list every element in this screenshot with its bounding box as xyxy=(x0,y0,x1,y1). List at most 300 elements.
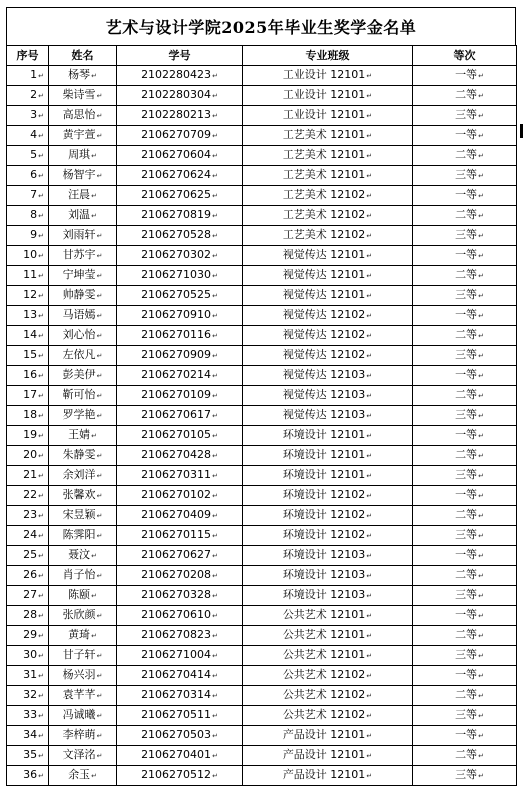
student-id-text: 2106270910 xyxy=(141,308,212,321)
paragraph-mark-icon: ↵ xyxy=(212,372,218,380)
student-id-text: 2106270503 xyxy=(141,728,212,741)
paragraph-mark-icon: ↵ xyxy=(38,372,44,380)
row-index-text: 23 xyxy=(23,508,38,521)
table-row xyxy=(7,426,517,446)
paragraph-mark-icon: ↵ xyxy=(91,432,97,440)
student-name xyxy=(49,446,117,466)
student-name-text: 罗学艳 xyxy=(62,408,96,421)
student-id xyxy=(117,246,243,266)
row-index-text: 11 xyxy=(23,268,38,281)
paragraph-mark-icon: ↵ xyxy=(96,172,103,180)
class-name xyxy=(243,286,413,306)
paragraph-mark-icon: ↵ xyxy=(38,112,44,120)
student-id xyxy=(117,486,243,506)
award-level xyxy=(413,146,517,166)
table-row xyxy=(7,386,517,406)
row-index xyxy=(7,506,49,526)
class-name-text: 环境设计 12102 xyxy=(282,488,366,501)
paragraph-mark-icon: ↵ xyxy=(366,272,373,280)
paragraph-mark-icon: ↵ xyxy=(212,112,218,120)
class-name-text: 工艺美术 12102 xyxy=(282,228,366,241)
table-row xyxy=(7,266,517,286)
class-name xyxy=(243,166,413,186)
paragraph-mark-icon: ↵ xyxy=(478,112,484,120)
paragraph-mark-icon: ↵ xyxy=(38,672,44,680)
paragraph-mark-icon: ↵ xyxy=(478,592,484,600)
class-name xyxy=(243,386,413,406)
row-index xyxy=(7,406,49,426)
paragraph-mark-icon: ↵ xyxy=(366,532,373,540)
award-level xyxy=(413,766,517,786)
row-index-text: 34 xyxy=(23,728,38,741)
student-name xyxy=(49,706,117,726)
student-name xyxy=(49,566,117,586)
paragraph-mark-icon: ↵ xyxy=(38,652,44,660)
class-name xyxy=(243,686,413,706)
paragraph-mark-icon: ↵ xyxy=(212,192,218,200)
paragraph-mark-icon: ↵ xyxy=(96,612,103,620)
student-id-text: 2106270604 xyxy=(141,148,212,161)
class-name-text: 工业设计 12101 xyxy=(282,108,366,121)
paragraph-mark-icon: ↵ xyxy=(366,472,373,480)
award-level xyxy=(413,326,517,346)
row-index-text: 6 xyxy=(30,168,38,181)
award-level xyxy=(413,246,517,266)
student-name-text: 聂汶 xyxy=(68,548,91,561)
award-level xyxy=(413,386,517,406)
paragraph-mark-icon: ↵ xyxy=(96,292,103,300)
page-title: 艺术与设计学院2025年毕业生奖学金名单 xyxy=(105,18,417,37)
paragraph-mark-icon: ↵ xyxy=(478,132,484,140)
paragraph-mark-icon: ↵ xyxy=(212,752,218,760)
row-index xyxy=(7,766,49,786)
award-level-text: 二等 xyxy=(455,328,478,341)
award-level xyxy=(413,86,517,106)
award-level-text: 三等 xyxy=(455,708,478,721)
class-name-text: 视觉传达 12101 xyxy=(282,288,366,301)
paragraph-mark-icon: ↵ xyxy=(96,132,103,140)
class-name-text: 视觉传达 12101 xyxy=(282,248,366,261)
paragraph-mark-icon: ↵ xyxy=(212,292,218,300)
class-name xyxy=(243,526,413,546)
class-name xyxy=(243,206,413,226)
row-index-text: 17 xyxy=(23,388,38,401)
award-level-text: 二等 xyxy=(455,448,478,461)
row-index xyxy=(7,586,49,606)
row-index-text: 32 xyxy=(23,688,38,701)
award-level xyxy=(413,166,517,186)
student-id-text: 2106270525 xyxy=(141,288,212,301)
paragraph-mark-icon: ↵ xyxy=(212,212,218,220)
table-row xyxy=(7,406,517,426)
class-name xyxy=(243,606,413,626)
class-name-text: 环境设计 12101 xyxy=(282,428,366,441)
class-name-text: 公共艺术 12101 xyxy=(282,648,366,661)
paragraph-mark-icon: ↵ xyxy=(366,212,373,220)
paragraph-mark-icon: ↵ xyxy=(212,72,218,80)
row-index xyxy=(7,146,49,166)
award-level xyxy=(413,426,517,446)
row-index-text: 4 xyxy=(30,128,38,141)
student-name-text: 张馨欢 xyxy=(62,488,96,501)
student-name-text: 袁芊芊 xyxy=(62,688,96,701)
class-name-text: 公共艺术 12102 xyxy=(282,708,366,721)
class-name xyxy=(243,506,413,526)
row-index xyxy=(7,666,49,686)
paragraph-mark-icon: ↵ xyxy=(212,232,218,240)
student-name xyxy=(49,266,117,286)
row-index xyxy=(7,86,49,106)
paragraph-mark-icon: ↵ xyxy=(478,652,484,660)
student-name xyxy=(49,246,117,266)
row-index xyxy=(7,66,49,86)
paragraph-mark-icon: ↵ xyxy=(366,612,373,620)
row-index xyxy=(7,546,49,566)
paragraph-mark-icon: ↵ xyxy=(96,452,103,460)
class-name-text: 公共艺术 12101 xyxy=(282,628,366,641)
paragraph-mark-icon: ↵ xyxy=(478,192,484,200)
class-name xyxy=(243,126,413,146)
paragraph-mark-icon: ↵ xyxy=(478,572,484,580)
row-index xyxy=(7,386,49,406)
paragraph-mark-icon: ↵ xyxy=(212,632,218,640)
paragraph-mark-icon: ↵ xyxy=(478,452,484,460)
row-index-text: 3 xyxy=(30,108,38,121)
student-name-text: 彭美伊 xyxy=(62,368,96,381)
paragraph-mark-icon: ↵ xyxy=(96,652,103,660)
paragraph-mark-icon: ↵ xyxy=(38,412,44,420)
student-id-text: 2106270311 xyxy=(141,468,212,481)
paragraph-mark-icon: ↵ xyxy=(478,232,484,240)
student-name-text: 刘温 xyxy=(68,208,91,221)
student-name-text: 杨琴 xyxy=(68,68,91,81)
row-index-text: 29 xyxy=(23,628,38,641)
award-level xyxy=(413,286,517,306)
paragraph-mark-icon: ↵ xyxy=(478,272,484,280)
student-name-text: 陈颐 xyxy=(68,588,91,601)
student-name xyxy=(49,366,117,386)
student-id-text: 2106270102 xyxy=(141,488,212,501)
paragraph-mark-icon: ↵ xyxy=(212,572,218,580)
paragraph-mark-icon: ↵ xyxy=(38,192,44,200)
student-id-text: 2106270617 xyxy=(141,408,212,421)
student-name-text: 左依凡 xyxy=(62,348,96,361)
paragraph-mark-icon: ↵ xyxy=(478,512,484,520)
paragraph-mark-icon: ↵ xyxy=(38,212,44,220)
paragraph-mark-icon: ↵ xyxy=(91,772,97,780)
paragraph-mark-icon: ↵ xyxy=(478,352,484,360)
paragraph-mark-icon: ↵ xyxy=(38,92,44,100)
student-name xyxy=(49,226,117,246)
class-name-text: 环境设计 12103 xyxy=(282,568,366,581)
paragraph-mark-icon: ↵ xyxy=(366,572,373,580)
award-level xyxy=(413,226,517,246)
student-name xyxy=(49,726,117,746)
paragraph-mark-icon: ↵ xyxy=(96,712,103,720)
table-row xyxy=(7,106,517,126)
paragraph-mark-icon: ↵ xyxy=(38,692,44,700)
award-level-text: 一等 xyxy=(455,248,478,261)
class-name xyxy=(243,726,413,746)
paragraph-mark-icon: ↵ xyxy=(212,692,218,700)
class-name-text: 环境设计 12103 xyxy=(282,548,366,561)
row-index xyxy=(7,426,49,446)
paragraph-mark-icon: ↵ xyxy=(478,152,484,160)
student-name xyxy=(49,766,117,786)
row-index-text: 9 xyxy=(30,228,38,241)
paragraph-mark-icon: ↵ xyxy=(96,732,103,740)
paragraph-mark-icon: ↵ xyxy=(96,312,103,320)
student-id xyxy=(117,466,243,486)
table-row xyxy=(7,186,517,206)
row-index-text: 8 xyxy=(30,208,38,221)
award-level xyxy=(413,126,517,146)
student-id xyxy=(117,266,243,286)
paragraph-mark-icon: ↵ xyxy=(38,392,44,400)
paragraph-mark-icon: ↵ xyxy=(366,392,373,400)
paragraph-mark-icon: ↵ xyxy=(366,592,373,600)
student-id xyxy=(117,346,243,366)
student-id-text: 2106270401 xyxy=(141,748,212,761)
paragraph-mark-icon: ↵ xyxy=(366,432,373,440)
student-id-text: 2106270819 xyxy=(141,208,212,221)
paragraph-mark-icon: ↵ xyxy=(366,732,373,740)
award-level-text: 二等 xyxy=(455,148,478,161)
paragraph-mark-icon: ↵ xyxy=(366,292,373,300)
row-index-text: 14 xyxy=(23,328,38,341)
paragraph-mark-icon: ↵ xyxy=(96,392,103,400)
paragraph-mark-icon: ↵ xyxy=(478,472,484,480)
class-name xyxy=(243,746,413,766)
paragraph-mark-icon: ↵ xyxy=(96,332,103,340)
class-name-text: 视觉传达 12101 xyxy=(282,268,366,281)
class-name-text: 工业设计 12101 xyxy=(282,88,366,101)
table-row xyxy=(7,166,517,186)
class-name xyxy=(243,266,413,286)
student-name-text: 甘子轩 xyxy=(62,648,96,661)
award-level-text: 一等 xyxy=(455,728,478,741)
paragraph-mark-icon: ↵ xyxy=(478,312,484,320)
paragraph-mark-icon: ↵ xyxy=(478,712,484,720)
paragraph-mark-icon: ↵ xyxy=(478,532,484,540)
student-id xyxy=(117,386,243,406)
student-id-text: 2106270624 xyxy=(141,168,212,181)
paragraph-mark-icon: ↵ xyxy=(366,772,373,780)
student-id-text: 2106270511 xyxy=(141,708,212,721)
class-name-text: 工艺美术 12101 xyxy=(282,168,366,181)
student-name xyxy=(49,206,117,226)
student-id-text: 2106270302 xyxy=(141,248,212,261)
paragraph-mark-icon: ↵ xyxy=(38,292,44,300)
paragraph-mark-icon: ↵ xyxy=(366,352,373,360)
student-id-text: 2106270428 xyxy=(141,448,212,461)
student-id-text: 2102280423 xyxy=(141,68,212,81)
row-index xyxy=(7,126,49,146)
award-level-text: 二等 xyxy=(455,268,478,281)
table-row xyxy=(7,306,517,326)
class-name xyxy=(243,86,413,106)
paragraph-mark-icon: ↵ xyxy=(366,172,373,180)
award-level-text: 三等 xyxy=(455,768,478,781)
class-name-text: 环境设计 12102 xyxy=(282,508,366,521)
paragraph-mark-icon: ↵ xyxy=(38,632,44,640)
class-name xyxy=(243,186,413,206)
class-name xyxy=(243,246,413,266)
paragraph-mark-icon: ↵ xyxy=(478,412,484,420)
award-level xyxy=(413,646,517,666)
class-name xyxy=(243,666,413,686)
paragraph-mark-icon: ↵ xyxy=(478,372,484,380)
class-name xyxy=(243,106,413,126)
paragraph-mark-icon: ↵ xyxy=(366,412,373,420)
student-name xyxy=(49,66,117,86)
class-name-text: 产品设计 12101 xyxy=(282,748,366,761)
award-level xyxy=(413,546,517,566)
row-index-text: 13 xyxy=(23,308,38,321)
row-index-text: 15 xyxy=(23,348,38,361)
student-id xyxy=(117,566,243,586)
student-id-text: 2106270627 xyxy=(141,548,212,561)
class-name-text: 公共艺术 12102 xyxy=(282,668,366,681)
paragraph-mark-icon: ↵ xyxy=(212,652,218,660)
table-row xyxy=(7,346,517,366)
class-name-text: 环境设计 12101 xyxy=(282,448,366,461)
award-level xyxy=(413,666,517,686)
student-id-text: 2106270610 xyxy=(141,608,212,621)
table-row xyxy=(7,686,517,706)
paragraph-mark-icon: ↵ xyxy=(212,272,218,280)
student-name xyxy=(49,526,117,546)
award-level-text: 一等 xyxy=(455,608,478,621)
row-index-text: 24 xyxy=(23,528,38,541)
paragraph-mark-icon: ↵ xyxy=(478,92,484,100)
award-level-text: 一等 xyxy=(455,188,478,201)
student-name-text: 宋昱颖 xyxy=(62,508,96,521)
class-name-text: 视觉传达 12102 xyxy=(282,308,366,321)
row-index xyxy=(7,726,49,746)
paragraph-mark-icon: ↵ xyxy=(96,272,103,280)
student-id-text: 2106270512 xyxy=(141,768,212,781)
paragraph-mark-icon: ↵ xyxy=(38,152,44,160)
award-level xyxy=(413,566,517,586)
paragraph-mark-icon: ↵ xyxy=(212,512,218,520)
student-name xyxy=(49,466,117,486)
student-name-text: 靳可怡 xyxy=(62,388,96,401)
paragraph-mark-icon: ↵ xyxy=(212,152,218,160)
award-level xyxy=(413,506,517,526)
student-name-text: 李梓萌 xyxy=(62,728,96,741)
award-level-text: 三等 xyxy=(455,528,478,541)
row-index xyxy=(7,226,49,246)
student-name-text: 黄宇萱 xyxy=(62,128,96,141)
table-row xyxy=(7,206,517,226)
class-name-text: 视觉传达 12103 xyxy=(282,368,366,381)
paragraph-mark-icon: ↵ xyxy=(212,412,218,420)
header-level: 等次 xyxy=(413,46,517,66)
student-name xyxy=(49,306,117,326)
class-name-text: 环境设计 12102 xyxy=(282,528,366,541)
student-name-text: 帅静雯 xyxy=(62,288,96,301)
paragraph-mark-icon: ↵ xyxy=(91,552,97,560)
paragraph-mark-icon: ↵ xyxy=(38,592,44,600)
header-index: 序号 xyxy=(7,46,49,66)
paragraph-mark-icon: ↵ xyxy=(212,772,218,780)
row-index-text: 20 xyxy=(23,448,38,461)
student-id-text: 2106270214 xyxy=(141,368,212,381)
student-id xyxy=(117,666,243,686)
class-name-text: 公共艺术 12102 xyxy=(282,688,366,701)
row-index xyxy=(7,266,49,286)
student-id xyxy=(117,366,243,386)
student-name xyxy=(49,546,117,566)
student-name-text: 杨兴羽 xyxy=(62,668,96,681)
table-row xyxy=(7,666,517,686)
class-name xyxy=(243,586,413,606)
student-id xyxy=(117,646,243,666)
award-level-text: 三等 xyxy=(455,108,478,121)
table-row xyxy=(7,66,517,86)
student-name-text: 周琪 xyxy=(68,148,91,161)
row-index xyxy=(7,486,49,506)
table-row xyxy=(7,326,517,346)
award-level-text: 一等 xyxy=(455,668,478,681)
paragraph-mark-icon: ↵ xyxy=(96,352,103,360)
paragraph-mark-icon: ↵ xyxy=(366,192,373,200)
class-name xyxy=(243,66,413,86)
paragraph-mark-icon: ↵ xyxy=(38,432,44,440)
paragraph-mark-icon: ↵ xyxy=(212,612,218,620)
award-level xyxy=(413,406,517,426)
paragraph-mark-icon: ↵ xyxy=(366,232,373,240)
award-level xyxy=(413,626,517,646)
award-level xyxy=(413,606,517,626)
student-name xyxy=(49,746,117,766)
row-index xyxy=(7,566,49,586)
student-name xyxy=(49,486,117,506)
table-row xyxy=(7,506,517,526)
paragraph-mark-icon: ↵ xyxy=(212,92,218,100)
paragraph-mark-icon: ↵ xyxy=(96,372,103,380)
paragraph-mark-icon: ↵ xyxy=(478,252,484,260)
paragraph-mark-icon: ↵ xyxy=(366,632,373,640)
award-level xyxy=(413,446,517,466)
award-level xyxy=(413,466,517,486)
paragraph-mark-icon: ↵ xyxy=(478,212,484,220)
paragraph-mark-icon: ↵ xyxy=(96,532,103,540)
row-index xyxy=(7,286,49,306)
class-name-text: 工艺美术 12102 xyxy=(282,208,366,221)
paragraph-mark-icon: ↵ xyxy=(478,672,484,680)
student-id xyxy=(117,506,243,526)
row-index-text: 30 xyxy=(23,648,38,661)
student-id xyxy=(117,766,243,786)
student-name-text: 余玉 xyxy=(68,768,91,781)
student-id xyxy=(117,166,243,186)
table-row xyxy=(7,146,517,166)
row-index xyxy=(7,686,49,706)
student-name-text: 朱静雯 xyxy=(62,448,96,461)
award-level xyxy=(413,686,517,706)
row-index xyxy=(7,206,49,226)
class-name-text: 工业设计 12101 xyxy=(282,68,366,81)
table-row xyxy=(7,86,517,106)
student-id xyxy=(117,726,243,746)
paragraph-mark-icon: ↵ xyxy=(38,512,44,520)
paragraph-mark-icon: ↵ xyxy=(366,92,373,100)
row-index-text: 28 xyxy=(23,608,38,621)
student-id-text: 2102280304 xyxy=(141,88,212,101)
paragraph-mark-icon: ↵ xyxy=(212,592,218,600)
